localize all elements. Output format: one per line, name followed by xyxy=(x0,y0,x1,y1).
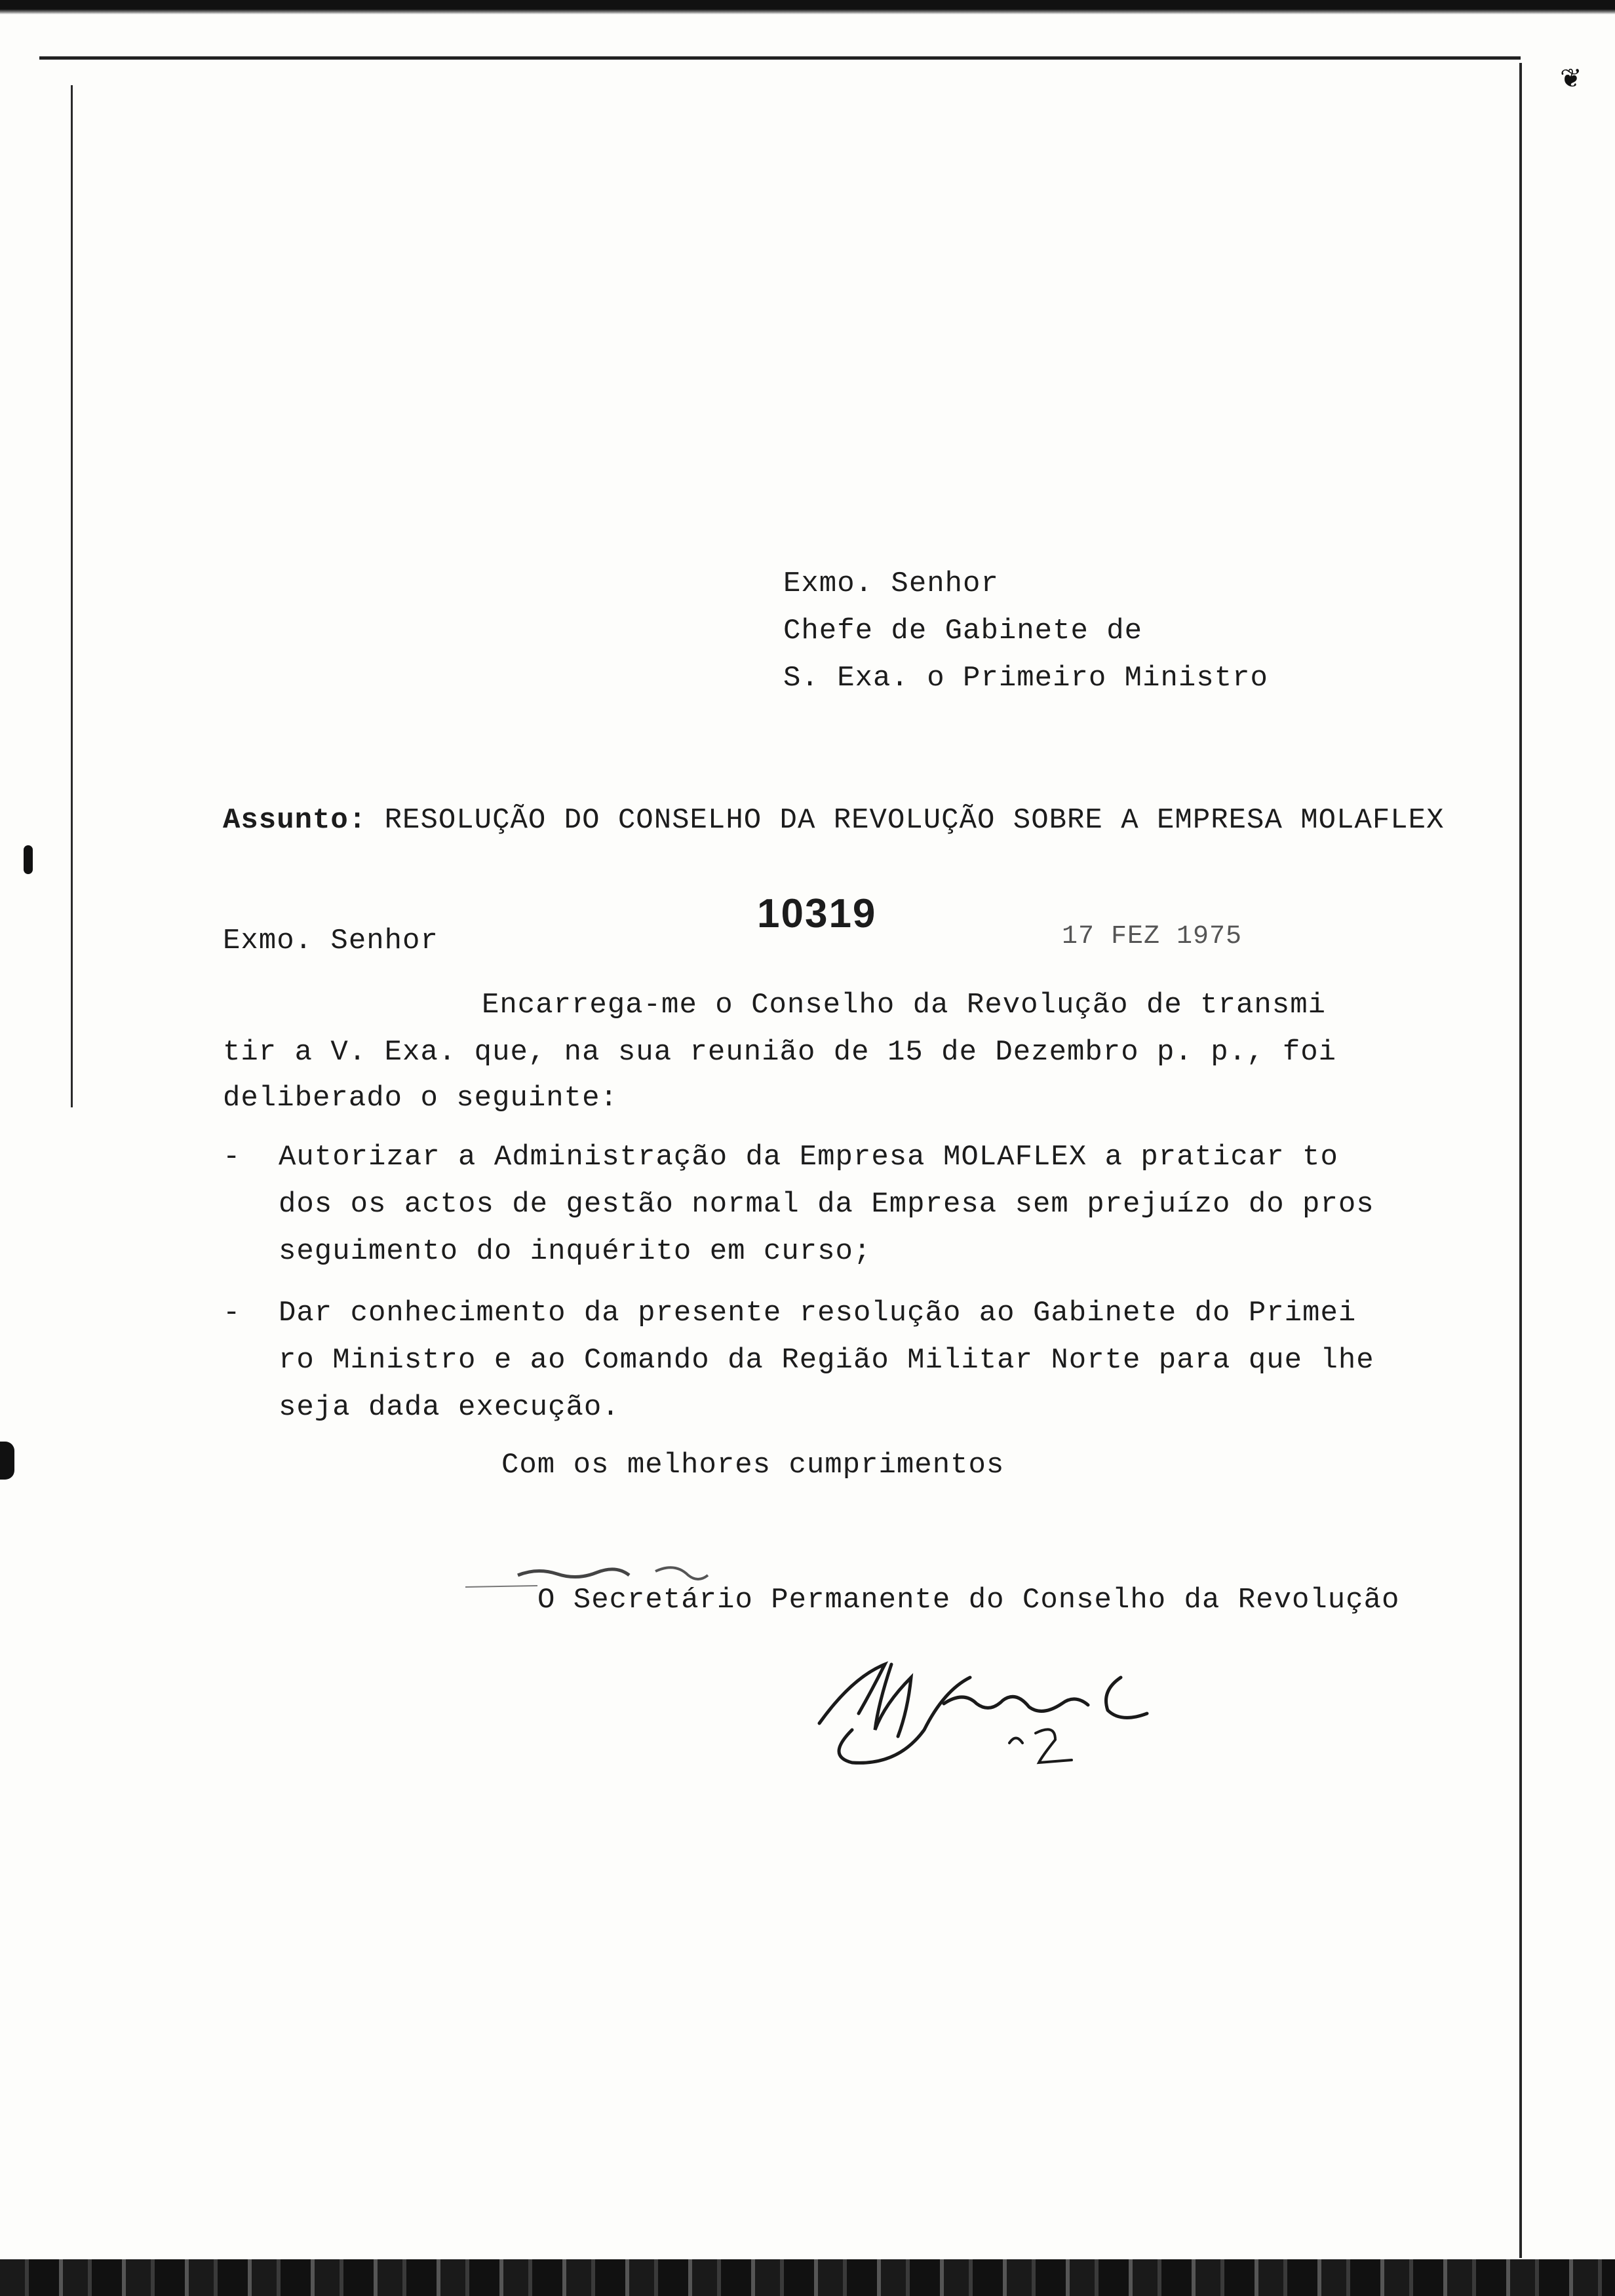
bullet-line: Autorizar a Administração da Empresa MOLAFLEX a praticar to xyxy=(279,1141,1338,1174)
date-stamp: 17 FEZ 1975 xyxy=(1062,922,1243,951)
punch-hole-mark xyxy=(24,845,33,874)
signer-title: O Secretário Permanente do Conselho da Revolução xyxy=(537,1584,1400,1617)
scan-frame-line xyxy=(39,56,1521,60)
reference-number-stamp: 10319 xyxy=(757,891,877,936)
subject-line xyxy=(223,803,1445,837)
subject-label: Assunto: xyxy=(223,804,367,837)
punch-hole-mark xyxy=(0,1442,14,1480)
recipient-line-3: S. Exa. o Primeiro Ministro xyxy=(783,662,1268,695)
bullet-line: dos os actos de gestão normal da Empresa sem prejuízo do pros xyxy=(279,1188,1374,1221)
body-line: Encarrega-me o Conselho da Revolução de transmi xyxy=(482,989,1327,1022)
recipient-line-2: Chefe de Gabinete de xyxy=(783,615,1143,647)
bullet-line: ro Ministro e ao Comando da Região Militar Norte para que lhe xyxy=(279,1344,1374,1377)
salutation: Exmo. Senhor xyxy=(223,925,438,957)
recipient-line-1: Exmo. Senhor xyxy=(783,567,999,600)
body-line: tir a V. Exa. que, na sua reunião de 15 de Dezembro p. p., foi xyxy=(223,1036,1337,1069)
closing-line: Com os melhores cumprimentos xyxy=(501,1449,1005,1482)
bullet-dash: - xyxy=(223,1141,241,1174)
bullet-line: Dar conhecimento da presente resolução ao Gabinete do Primei xyxy=(279,1297,1357,1330)
handwritten-signature xyxy=(813,1651,1180,1776)
scan-edge-bottom xyxy=(0,2259,1615,2296)
scan-edge-right xyxy=(1519,63,1522,2258)
bullet-line: seguimento do inquérito em curso; xyxy=(279,1235,872,1268)
scan-edge-left xyxy=(71,85,73,1107)
corner-scan-mark: ❦ xyxy=(1560,64,1582,94)
body-line: deliberado o seguinte: xyxy=(223,1082,618,1115)
bullet-dash: - xyxy=(223,1297,241,1330)
scan-edge-top xyxy=(0,0,1615,14)
bullet-line: seja dada execução. xyxy=(279,1391,620,1424)
subject-text: RESOLUÇÃO DO CONSELHO DA REVOLUÇÃO SOBRE A EMPRESA MOLAFLEX xyxy=(384,804,1445,837)
